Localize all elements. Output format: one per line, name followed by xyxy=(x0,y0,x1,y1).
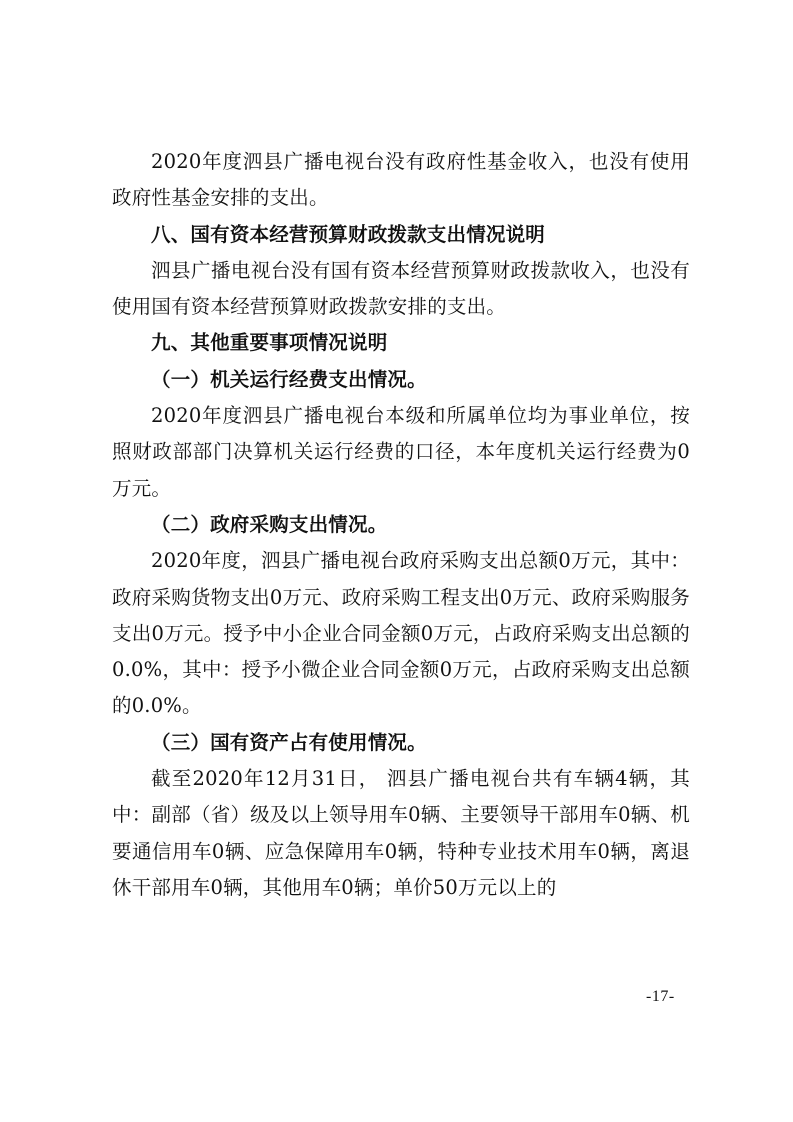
paragraph-fund-income: 2020年度泗县广播电视台没有政府性基金收入，也没有使用政府性基金安排的支出。 xyxy=(112,150,690,210)
section-heading-9: 九、其他重要事项情况说明 xyxy=(151,331,388,355)
paragraph-procurement: 2020年度，泗县广播电视台政府采购支出总额0万元，其中：政府采购货物支出0万元、政府采购工程支出0万元、政府采购服务支出0万元。授予中小企业合同金额0万元，占政府采购支出总额的0.0%，其中：授予小微企业合同金额0万元，占政府采购支出总额的0.0%。 xyxy=(112,549,690,718)
paragraph-state-assets: 截至2020年12月31日， 泗县广播电视台共有车辆4辆，其中：副部（省）级及以上领导用车0辆、主要领导干部用车0辆、机要通信用车0辆、应急保障用车0辆，特种专业技术用车0辆，离退休干部用车0辆，其他用车0辆；单价50万元以上的 xyxy=(112,767,690,899)
section-heading-8: 八、国有资本经营预算财政拨款支出情况说明 xyxy=(151,222,546,246)
subsection-heading-1: （一）机关运行经费支出情况。 xyxy=(151,367,427,391)
subsection-heading-2: （二）政府采购支出情况。 xyxy=(151,512,388,536)
subsection-heading-3: （三）国有资产占有使用情况。 xyxy=(151,730,427,754)
page-number: -17- xyxy=(646,988,675,1005)
paragraph-state-capital: 泗县广播电视台没有国有资本经营预算财政拨款收入，也没有使用国有资本经营预算财政拨款安排的支出。 xyxy=(112,258,690,319)
document-body xyxy=(112,144,690,906)
paragraph-operating-expense: 2020年度泗县广播电视台本级和所属单位均为事业单位，按照财政部部门决算机关运行经费的口径，本年度机关运行经费为0万元。 xyxy=(112,404,690,500)
